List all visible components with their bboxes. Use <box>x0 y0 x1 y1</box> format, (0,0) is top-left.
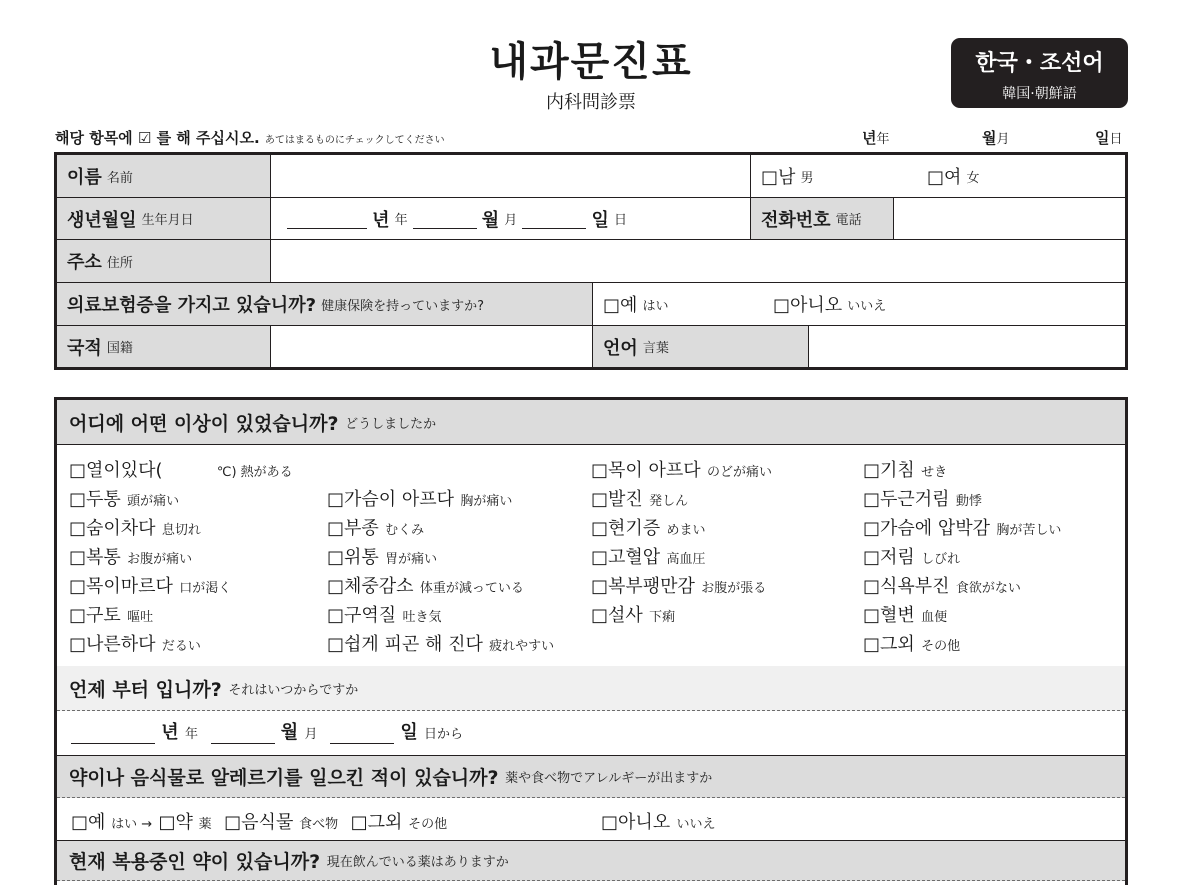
allergy-question: 약이나 음식물로 알레르기를 일으킨 적이 있습니까? 薬や食べ物でアレルギーが出ますか <box>57 756 1125 798</box>
symptom-label-korean: □나른하다 <box>69 634 156 655</box>
symptom-label-japanese: せき <box>921 465 948 480</box>
symptom-label-korean: □두근거림 <box>863 489 950 510</box>
symptom-checkbox[interactable] <box>863 572 1021 598</box>
symptom-label-japanese: ℃) 熱がある <box>216 465 293 480</box>
symptom-label-korean: □식욕부진 <box>863 576 950 597</box>
phone-field[interactable] <box>894 198 1125 239</box>
date-month-label-ja: 月 <box>996 132 1010 147</box>
dob-row <box>57 198 1125 240</box>
symptom-checkbox[interactable] <box>591 456 772 482</box>
symptom-label-korean: □위통 <box>327 547 379 568</box>
dob-label: 생년월일 生年月日 <box>57 198 271 239</box>
symptom-checkbox[interactable] <box>591 601 675 627</box>
date-day <box>1095 127 1123 148</box>
allergy-other-checkbox[interactable]: □그외 その他 <box>350 812 448 833</box>
since-date: 년 年 월 月 일 日から <box>71 718 463 744</box>
symptom-label-japanese: 嘔吐 <box>127 610 154 625</box>
symptom-label-japanese: 動悸 <box>955 494 982 509</box>
allergy-no-checkbox[interactable]: □아니오 いいえ <box>601 812 716 833</box>
male-checkbox[interactable]: □남 男 <box>761 167 814 188</box>
insurance-label: 의료보험증을 가지고 있습니까? 健康保険を持っていますか? <box>57 283 593 325</box>
allergy-options <box>71 808 447 834</box>
symptom-label-korean: □저림 <box>863 547 915 568</box>
symptom-label-japanese: 頭が痛い <box>127 494 180 509</box>
since-question: 언제 부터 입니까? それはいつからですか <box>57 666 1125 711</box>
date-month-label: 월 <box>982 129 997 147</box>
symptom-label-korean: □현기증 <box>591 518 661 539</box>
date-year-label: 년 <box>862 129 877 147</box>
symptom-label-japanese: 吐き気 <box>402 610 442 625</box>
symptom-label-japanese: 体重が減っている <box>419 581 524 596</box>
name-row <box>57 155 1125 198</box>
symptom-label-japanese: のどが痛い <box>706 465 772 480</box>
allergy-yes-checkbox[interactable]: □예 はい → <box>71 812 153 833</box>
since-day-blank[interactable] <box>330 722 394 744</box>
symptom-label-japanese: 食欲がない <box>955 581 1021 596</box>
patient-info-table <box>54 152 1128 370</box>
date-day-label-ja: 日 <box>1109 132 1123 147</box>
form-title-japanese: 内科問診票 <box>546 92 636 113</box>
instruction <box>55 127 445 148</box>
dob-year-blank[interactable] <box>287 209 367 229</box>
symptom-label-japanese: 息切れ <box>161 523 201 538</box>
symptoms-question: 어디에 어떤 이상이 있었습니까? どうしましたか <box>57 400 1125 445</box>
symptom-checkbox[interactable] <box>863 543 960 569</box>
symptom-label-japanese: めまい <box>666 523 706 538</box>
dob-month-blank[interactable] <box>413 209 477 229</box>
language-field[interactable] <box>809 326 1125 367</box>
symptom-label-korean: □숨이차다 <box>69 518 156 539</box>
symptom-label-korean: □복통 <box>69 547 121 568</box>
instruction-japanese: あてはまるものにチェックしてください <box>264 135 445 146</box>
name-label: 이름 名前 <box>57 155 271 197</box>
symptom-label-korean: □두통 <box>69 489 121 510</box>
symptom-checkbox[interactable] <box>327 601 441 627</box>
language-badge-japanese: 韓国·朝鮮語 <box>1002 86 1077 102</box>
date-year-label-ja: 年 <box>876 132 890 147</box>
address-field[interactable] <box>271 240 1125 282</box>
symptom-label-korean: □발진 <box>591 489 643 510</box>
instruction-korean: 해당 항목에 ☑ 를 해 주십시오. <box>55 129 260 147</box>
dob-day-blank[interactable] <box>522 209 586 229</box>
symptom-label-japanese: 胸が苦しい <box>996 523 1062 538</box>
symptom-label-korean: □목이 아프다 <box>591 460 701 481</box>
form-title: 내과문진표 <box>489 39 693 85</box>
symptom-label-korean: □고혈압 <box>591 547 661 568</box>
date-month <box>982 127 1010 148</box>
address-label: 주소 住所 <box>57 240 271 282</box>
address-row <box>57 240 1125 283</box>
insurance-no-checkbox[interactable]: □아니오 いいえ <box>773 295 887 316</box>
symptoms-table <box>54 397 1128 885</box>
symptom-label-japanese: 胸が痛い <box>460 494 513 509</box>
symptom-checkbox[interactable] <box>327 630 554 656</box>
symptom-checkbox[interactable] <box>327 485 512 511</box>
language-label: 언어 言葉 <box>593 326 809 367</box>
symptom-label-korean: □그외 <box>863 634 915 655</box>
symptom-checkbox[interactable] <box>69 601 153 627</box>
symptom-checkbox[interactable] <box>591 485 688 511</box>
symptom-label-japanese: 疲れやすい <box>489 639 555 654</box>
symptom-label-korean: □기침 <box>863 460 915 481</box>
symptom-checkbox[interactable] <box>863 630 960 656</box>
symptom-label-korean: □쉽게 피곤 해 진다 <box>327 634 483 655</box>
symptom-label-japanese: しびれ <box>921 552 961 567</box>
symptom-label-japanese: 高血圧 <box>666 552 706 567</box>
symptom-checkbox[interactable] <box>69 543 192 569</box>
symptom-label-japanese: 血便 <box>921 610 948 625</box>
symptom-label-japanese: 発しん <box>649 494 689 509</box>
symptom-label-korean: □목이마르다 <box>69 576 173 597</box>
symptom-checkbox[interactable] <box>863 485 982 511</box>
current-meds-question: 현재 복용중인 약이 있습니까? 現在飲んでいる薬はありますか <box>57 841 1125 881</box>
nationality-row <box>57 326 1125 367</box>
language-badge-korean: 한국・조선어 <box>975 51 1104 76</box>
symptom-checkbox[interactable] <box>69 456 293 482</box>
symptom-checkbox[interactable] <box>591 543 705 569</box>
dob-field[interactable]: 년 年 월 月 일 日 <box>271 198 751 239</box>
symptom-checkbox[interactable] <box>69 514 201 540</box>
symptom-label-korean: □구역질 <box>327 605 397 626</box>
since-year-blank[interactable] <box>71 722 155 744</box>
symptom-label-korean: □부종 <box>327 518 379 539</box>
symptom-checkbox[interactable] <box>327 514 424 540</box>
symptom-label-korean: □구토 <box>69 605 121 626</box>
since-month-blank[interactable] <box>211 722 275 744</box>
symptom-label-japanese: だるい <box>161 639 201 654</box>
symptom-checkbox[interactable] <box>591 572 766 598</box>
symptom-checkbox[interactable] <box>863 514 1061 540</box>
symptom-label-korean: □복부팽만감 <box>591 576 695 597</box>
allergy-medicine-checkbox[interactable]: □약 薬 <box>158 812 212 833</box>
phone-label: 전화번호 電話 <box>751 198 894 239</box>
symptom-label-japanese: 口が渇く <box>179 581 232 596</box>
symptom-label-korean: □설사 <box>591 605 643 626</box>
symptom-label-japanese: 下痢 <box>649 610 676 625</box>
symptom-checkbox[interactable] <box>69 630 201 656</box>
symptom-checkbox[interactable] <box>327 572 524 598</box>
name-field[interactable] <box>271 155 751 197</box>
nationality-field[interactable] <box>271 326 593 367</box>
female-checkbox[interactable]: □여 女 <box>927 167 980 188</box>
date-year <box>862 127 890 148</box>
insurance-row <box>57 283 1125 326</box>
insurance-yes-checkbox[interactable]: □예 はい <box>603 295 669 316</box>
symptom-checkbox[interactable] <box>327 543 437 569</box>
symptom-label-korean: □열이있다( <box>69 460 163 481</box>
symptom-label-korean: □가슴에 압박감 <box>863 518 991 539</box>
symptom-checkbox[interactable] <box>591 514 705 540</box>
symptom-label-korean: □혈변 <box>863 605 915 626</box>
allergy-food-checkbox[interactable]: □음식물 食べ物 <box>224 812 339 833</box>
symptom-checkbox[interactable] <box>863 601 947 627</box>
language-badge <box>951 38 1128 108</box>
symptom-label-japanese: むくみ <box>385 523 425 538</box>
symptom-checkbox[interactable] <box>69 485 179 511</box>
symptom-label-japanese: お腹が張る <box>701 581 767 596</box>
date-day-label: 일 <box>1095 129 1110 147</box>
symptom-checkbox[interactable] <box>863 456 947 482</box>
symptom-label-japanese: 胃が痛い <box>385 552 438 567</box>
symptom-label-korean: □체중감소 <box>327 576 414 597</box>
symptom-label-korean: □가슴이 아프다 <box>327 489 455 510</box>
symptom-label-japanese: お腹が痛い <box>127 552 193 567</box>
symptom-label-japanese: その他 <box>921 639 961 654</box>
symptom-checkbox[interactable] <box>69 572 231 598</box>
nationality-label: 국적 国籍 <box>57 326 271 367</box>
